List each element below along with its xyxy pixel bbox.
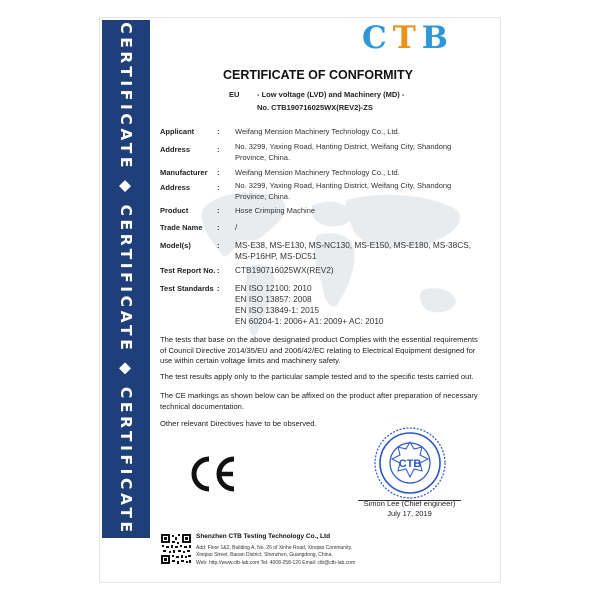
logo-letter-c: C: [362, 20, 393, 56]
certificate-number: No. CTB190716025WX(REV2)-ZS: [257, 103, 373, 112]
manufacturer-address-colon: :: [217, 183, 220, 192]
trade-name-colon: :: [217, 223, 220, 232]
standard-item: EN ISO 12100: 2010: [235, 283, 312, 293]
region-label: EU: [229, 90, 240, 99]
product-colon: :: [217, 206, 220, 215]
applicant-colon: :: [217, 127, 220, 136]
side-band-label: CERTIFICATE ◆ CERTIFICATE ◆ CERTIFICATE: [117, 22, 135, 536]
address-label: Address: [160, 145, 191, 154]
logo-letter-b: B: [421, 20, 454, 56]
applicant-value: Weifang Mension Machinery Technology Co., Ltd.: [235, 127, 400, 136]
logo-letter-t: T: [392, 20, 422, 56]
footer-address-line: Xinqiao Street, Baoan District, Shenzhen, Guangdong, China.: [196, 552, 333, 558]
footer-company-name: Shenzhen CTB Testing Technology Co., Ltd: [196, 533, 331, 540]
directive-line: - Low voltage (LVD) and Machinery (MD) -: [257, 90, 405, 99]
test-report-colon: :: [217, 266, 220, 275]
ce-marking-paragraph: The CE markings as shown below can be affixed on the product after preparation of necessary technical documentation.: [160, 391, 478, 411]
directives-paragraph: Other relevant Directives have to be observed.: [160, 419, 317, 428]
trade-name-value: /: [235, 222, 238, 232]
test-report-value: CTB190716025WX(REV2): [235, 265, 334, 275]
standard-item: EN ISO 13857: 2008: [235, 294, 312, 304]
manufacturer-label: Manufacturer: [160, 168, 208, 177]
ce-mark-icon: [186, 456, 238, 492]
footer-address-line: Add: Floor 1&2, Building A, No. 26 of Xinhe Road, Xinqiao Community,: [196, 545, 353, 551]
test-report-label: Test Report No.: [160, 266, 216, 275]
product-label: Product: [160, 206, 189, 215]
test-standards-colon: :: [217, 284, 220, 293]
signer-name: Simon Lee (Chief engineer): [363, 499, 456, 508]
models-colon: :: [217, 241, 220, 250]
qr-code: [160, 533, 192, 565]
address-colon: :: [217, 145, 220, 154]
manufacturer-address-value: No. 3299, Yaxing Road, Hanting District, Weifang City, Shandong Province, China.: [235, 181, 452, 201]
applicant-address-value: No. 3299, Yaxing Road, Hanting District, Weifang City, Shandong Province, China.: [235, 142, 452, 162]
ctb-seal-stamp: [374, 427, 446, 499]
signature-date: July 17, 2019: [387, 509, 432, 518]
standard-item: EN 60204-1: 2006+ A1: 2009+ AC: 2010: [235, 316, 384, 326]
models-label: Model(s): [160, 241, 191, 250]
standard-item: EN ISO 13849-1: 2015: [235, 305, 319, 315]
product-value: Hose Crimping Machine: [235, 206, 316, 215]
manufacturer-value: Weifang Mension Machinery Technology Co., Ltd.: [235, 168, 400, 177]
models-value: MS-E38, MS-E130, MS-NC130, MS-E150, MS-E180, MS-38CS, MS-P16HP, MS-DC51: [235, 240, 472, 261]
scope-paragraph: The test results apply only to the particular sample tested and to the specific tests carried out.: [160, 372, 474, 381]
stamp-center-text: CTB: [398, 458, 422, 470]
test-standards-label: Test Standards: [160, 284, 214, 293]
manufacturer-colon: :: [217, 168, 220, 177]
certificate-title: CERTIFICATE OF CONFORMITY: [222, 68, 414, 82]
compliance-paragraph: The tests that base on the above designated product Complies with the essential requirements of Council Directive 2014/35/EU and 2006/42/EC relating to Electrical Equipment designed for use within certain voltage limits and machinery safety.: [160, 335, 478, 366]
manufacturer-address-label: Address: [160, 183, 191, 192]
trade-name-label: Trade Name: [160, 223, 203, 232]
applicant-label: Applicant: [160, 127, 195, 136]
ctb-logo: [362, 21, 454, 55]
footer-contact: Web: http://www.ctb-lab.com Tel: 4008-258-120 Email: ctb@ctb-lab.com: [196, 560, 356, 566]
